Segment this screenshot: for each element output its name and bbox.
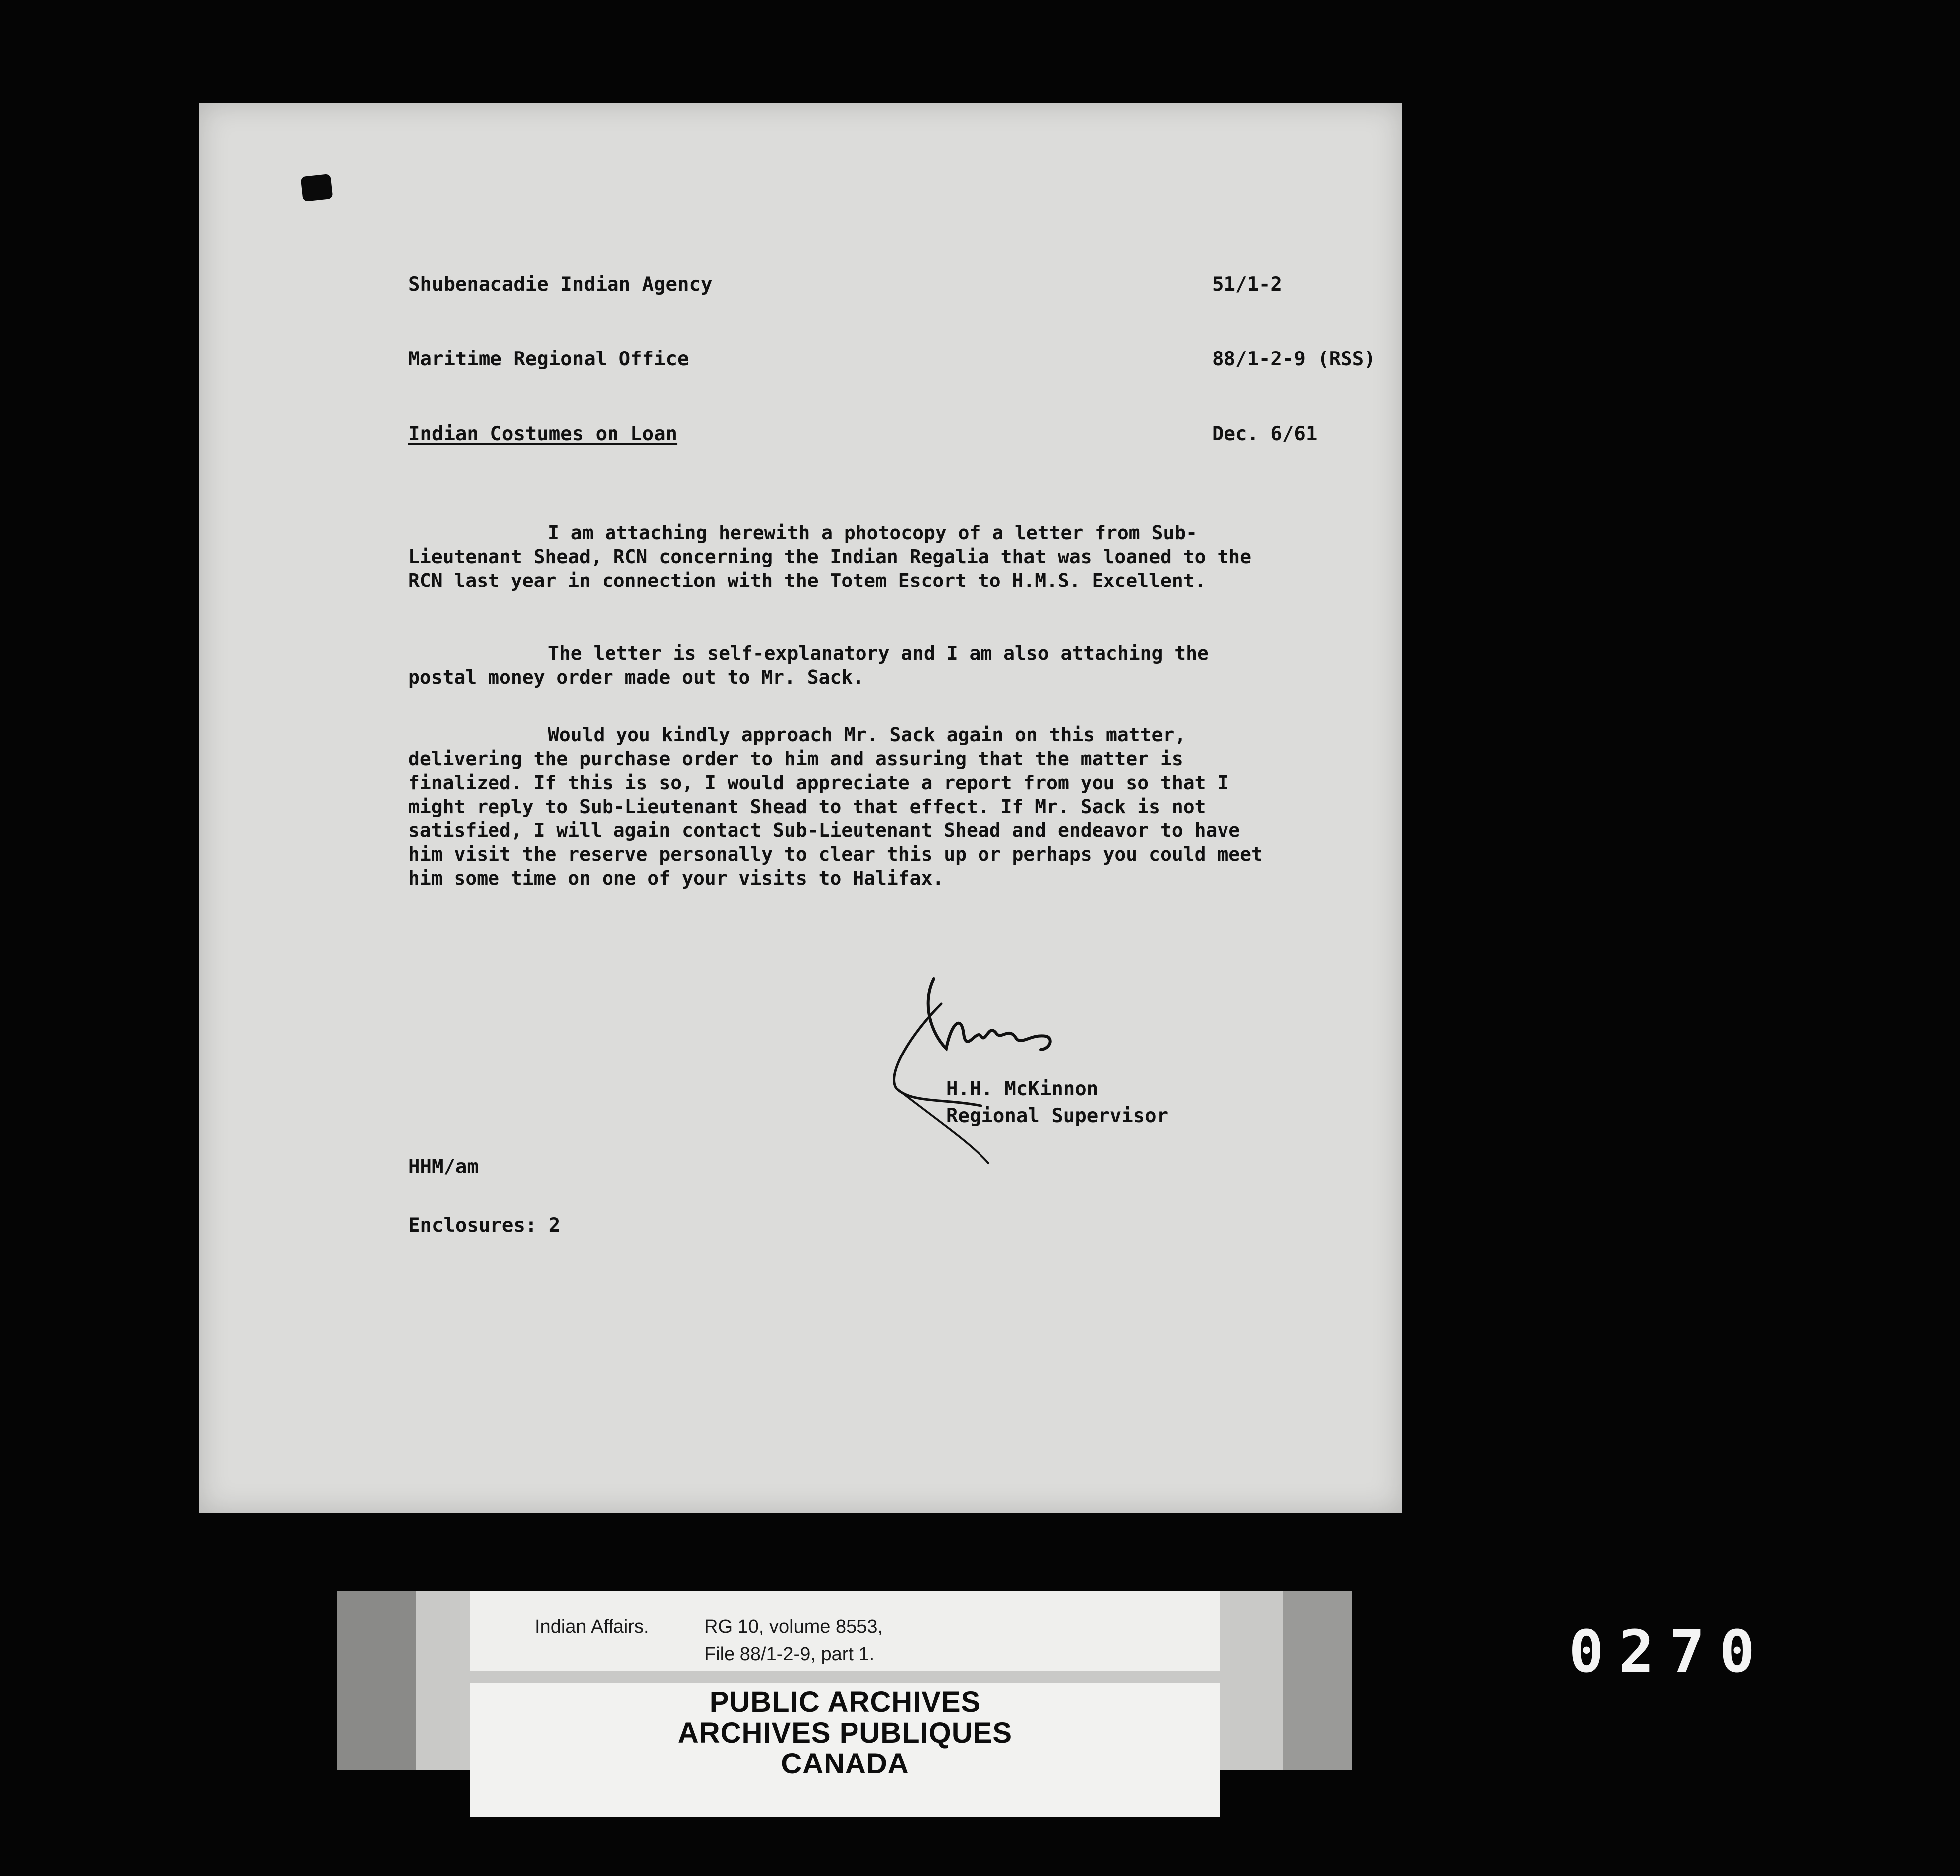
document-page [199, 103, 1402, 1513]
subject-line: Indian Costumes on Loan [408, 423, 678, 445]
paragraph-1: I am attaching herewith a photocopy of a letter from Sub-Lieutenant Shead, RCN concerning the Indian Regalia that was loaned to the RCN last year in connection with the Totem Escort to H.M.S. Excellent. [408, 522, 1251, 591]
header-office: Maritime Regional Office [408, 348, 689, 370]
archive-country: CANADA [781, 1748, 909, 1780]
memo-date: Dec. 6/61 [1212, 423, 1318, 445]
paragraph-3: Would you kindly approach Mr. Sack again on this matter, delivering the purchase order to him and assuring that the matter is finalized. If this is so, I would appreciate a report from you so that I might reply to Sub-Lieutenant Shead to that effect. If Mr. Sack is not satisfied, I will again contact Sub-Lieutenant Shead and endeavor to have him visit the reserve personally to clear this up or perhaps you could meet him some time on one of your visits to Halifax. [408, 724, 1263, 889]
collection-label: Indian Affairs. [535, 1616, 649, 1637]
signatory-title: Regional Supervisor [946, 1105, 1169, 1127]
public-archives-stamp [470, 1683, 1220, 1817]
paragraph-2: The letter is self-explanatory and I am also attaching the postal money order made out to Mr. Sack. [408, 642, 1209, 688]
typist-initials: HHM/am [408, 1156, 479, 1178]
signatory-name: H.H. McKinnon [946, 1078, 1099, 1100]
record-group-reference: RG 10, volume 8553, [704, 1616, 883, 1637]
frame-number: 0270 [1569, 1617, 1770, 1686]
hole-punch-mark [301, 174, 333, 202]
handwritten-signature [881, 974, 1130, 1173]
file-reference-1: 51/1-2 [1212, 273, 1282, 296]
header-agency: Shubenacadie Indian Agency [408, 273, 713, 296]
file-reference: File 88/1-2-9, part 1. [704, 1644, 875, 1665]
file-reference-2: 88/1-2-9 (RSS) [1212, 348, 1376, 370]
enclosures-line: Enclosures: 2 [408, 1214, 561, 1237]
archive-name-english: PUBLIC ARCHIVES [709, 1686, 981, 1718]
archive-name-french: ARCHIVES PUBLIQUES [677, 1717, 1013, 1749]
archive-reference-card [470, 1591, 1220, 1671]
